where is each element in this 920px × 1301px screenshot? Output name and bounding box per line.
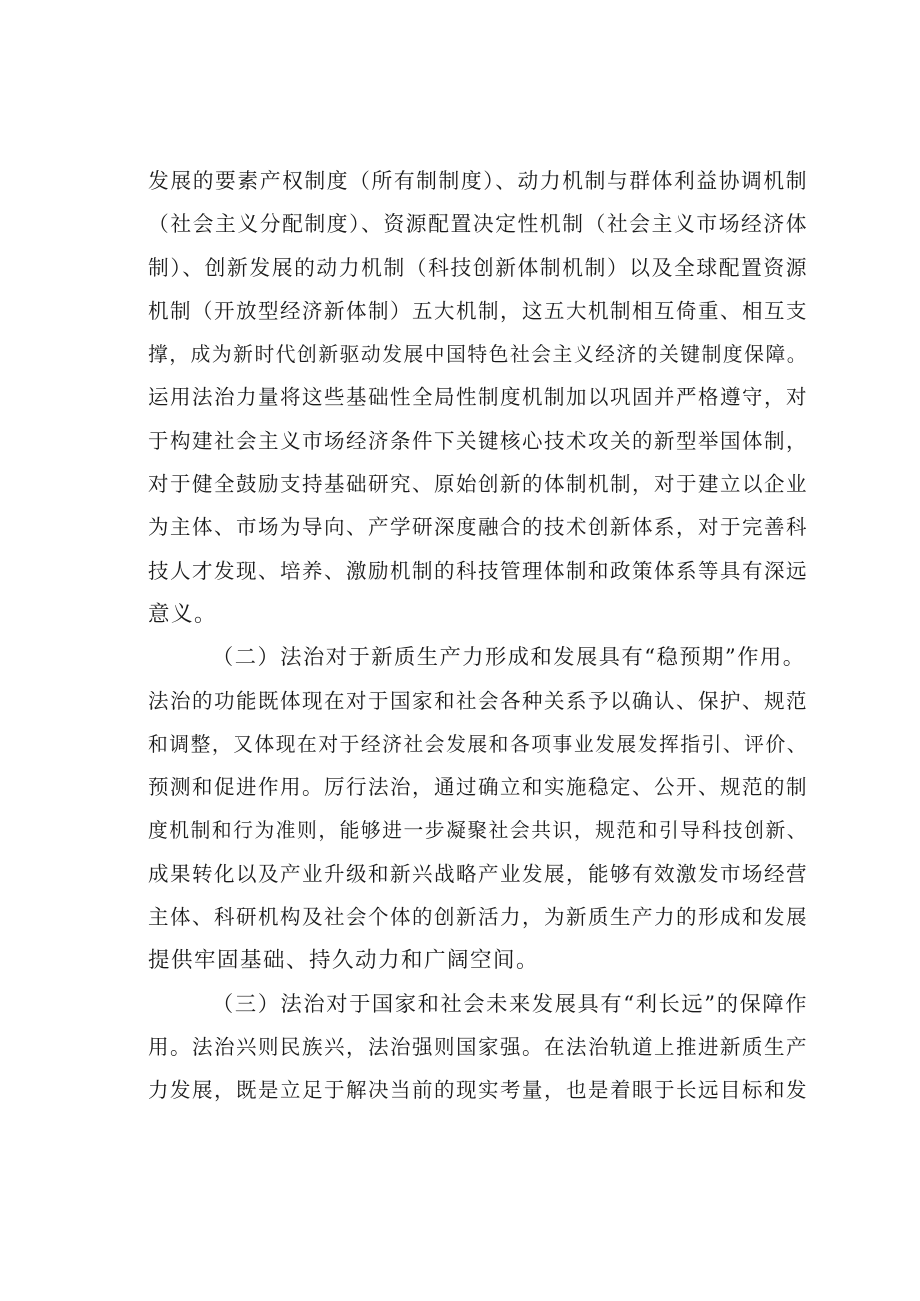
text-line: 用。法治兴则民族兴，法治强则国家强。在法治轨道上推进新质生产 [148,1034,808,1059]
text-line: 力发展，既是立足于解决当前的现实考量，也是着眼于长远目标和发 [148,1078,808,1103]
section-heading-2: （二）法治对于新质生产力形成和发展具有“稳预期”作用。 [212,645,806,671]
text-line: 主体、科研机构及社会个体的创新活力，为新质生产力的形成和发展 [148,905,808,930]
text-line: 和调整，又体现在对于经济社会发展和各项事业发展发挥指引、评价、 [148,732,808,756]
text-line: 法治的功能既体现在对于国家和社会各种关系予以确认、保护、规范 [148,688,808,713]
text-line: 撑，成为新时代创新驱动发展中国特色社会主义经济的关键制度保障。 [148,343,808,367]
text-line: 发展的要素产权制度（所有制制度）、动力机制与群体利益协调机制 [148,169,808,193]
text-line: 成果转化以及产业升级和新兴战略产业发展，能够有效激发市场经营 [148,861,808,886]
text-line: 对于健全鼓励支持基础研究、原始创新的体制机制，对于建立以企业 [148,472,808,497]
section-heading-3: （三）法治对于国家和社会未来发展具有“利长远”的保障作 [212,991,808,1017]
text-line: 机制（开放型经济新体制）五大机制，这五大机制相互倚重、相互支 [148,298,808,323]
body-text [148,160,808,1113]
text-line: 为主体、市场为导向、产学研深度融合的技术创新体系，对于完善科 [148,515,808,540]
text-line: 意义。 [148,601,218,627]
text-line: 提供牢固基础、持久动力和广阔空间。 [148,948,540,974]
text-line: 制）、创新发展的动力机制（科技创新体制机制）以及全球配置资源 [148,255,808,280]
text-line: 运用法治力量将这些基础性全局性制度机制加以巩固并严格遵守，对 [148,385,808,410]
text-line: （社会主义分配制度）、资源配置决定性机制（社会主义市场经济体 [148,212,808,237]
text-line: 预测和促进作用。厉行法治，通过确立和实施稳定、公开、规范的制 [148,775,808,800]
text-line: 于构建社会主义市场经济条件下关键核心技术攻关的新型举国体制， [148,428,808,453]
text-line: 度机制和行为准则，能够进一步凝聚社会共识，规范和引导科技创新、 [148,819,808,843]
text-line: 技人才发现、培养、激励机制的科技管理体制和政策体系等具有深远 [148,558,808,583]
